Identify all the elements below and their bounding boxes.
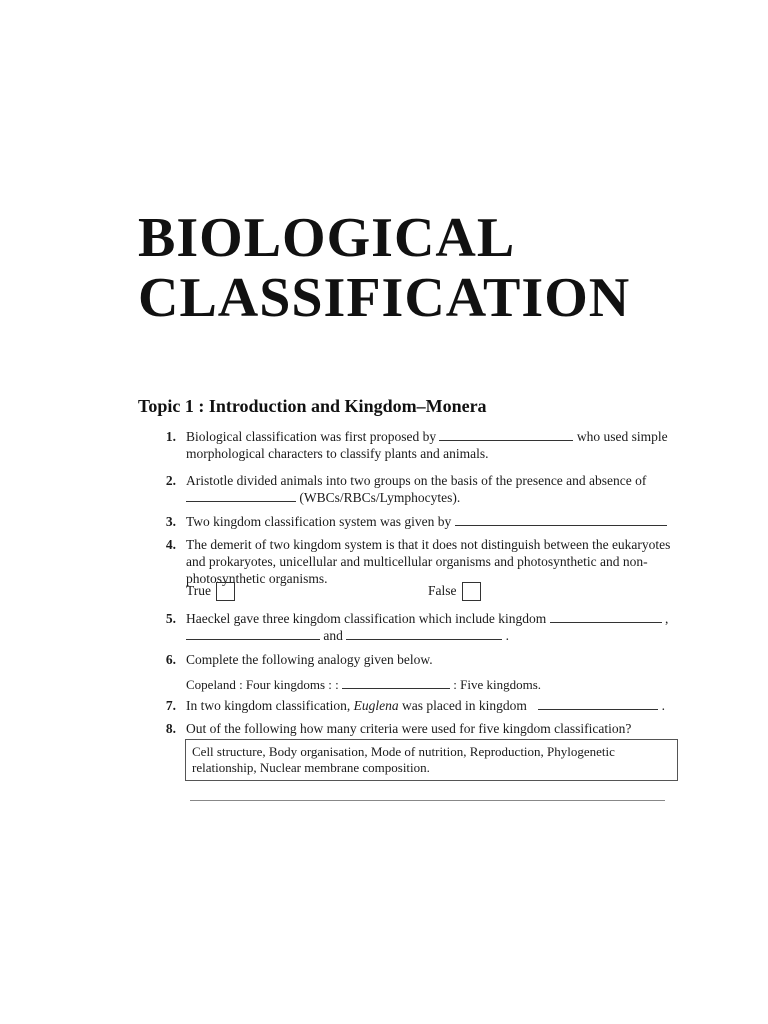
true-label: True: [186, 583, 212, 598]
question-number: 6.: [165, 652, 176, 667]
false-option: [428, 581, 481, 601]
question-number: 5.: [165, 611, 176, 626]
criteria-options-box: Cell structure, Body organisation, Mode of nutrition, Reproduction, Phylogenetic relationship, Nuclear membrane composition.: [185, 739, 678, 781]
answer-line[interactable]: [190, 800, 665, 801]
answer-blank[interactable]: [550, 610, 662, 623]
false-label: False: [428, 583, 457, 598]
page-title: [138, 208, 630, 328]
answer-blank[interactable]: [455, 513, 667, 526]
title-line-1: BIOLOGICAL: [138, 207, 516, 269]
question-number: 8.: [165, 721, 176, 736]
answer-blank[interactable]: [186, 489, 296, 502]
question-number: 7.: [165, 698, 176, 713]
question-number: 1.: [165, 429, 176, 444]
analogy-line: Copeland : Four kingdoms : : : Five kingdoms.: [186, 677, 542, 692]
false-checkbox[interactable]: [462, 582, 481, 601]
answer-blank[interactable]: [538, 697, 658, 710]
question-number: 4.: [165, 537, 176, 552]
true-option: [186, 581, 235, 601]
question-number: 3.: [165, 514, 176, 529]
topic-heading: Topic 1 : Introduction and Kingdom–Monera: [138, 396, 487, 416]
title-line-2: CLASSIFICATION: [138, 267, 631, 329]
true-checkbox[interactable]: [216, 582, 235, 601]
answer-blank[interactable]: [342, 676, 450, 689]
answer-blank[interactable]: [346, 627, 502, 640]
question-number: 2.: [165, 473, 176, 488]
answer-blank[interactable]: [439, 428, 573, 441]
answer-blank[interactable]: [186, 627, 320, 640]
